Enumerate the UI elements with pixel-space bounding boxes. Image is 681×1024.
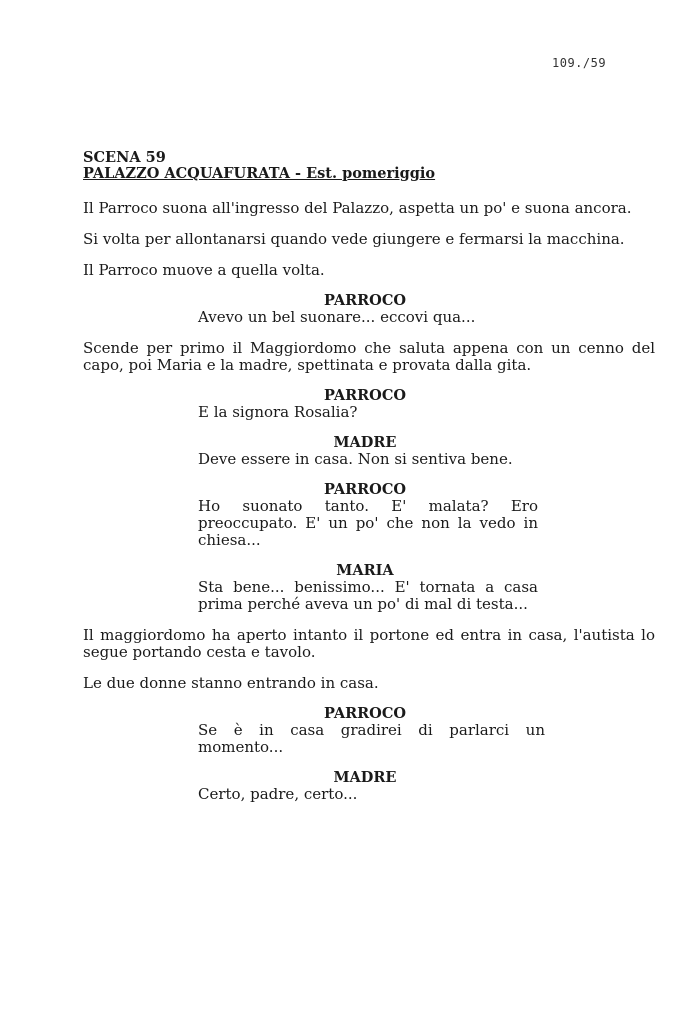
action-line: Il Parroco suona all'ingresso del Palazzo, aspetta un po' e suona ancora.	[83, 199, 632, 217]
dialogue: Deve essere in casa. Non si sentiva bene.	[198, 450, 513, 468]
character-name: MADRE	[333, 769, 397, 786]
action-line: Le due donne stanno entrando in casa.	[83, 674, 379, 692]
character-name: PARROCO	[323, 387, 406, 404]
scene-number: SCENA 59	[83, 149, 166, 166]
action-line: Il Parroco muove a quella volta.	[83, 261, 325, 279]
character-name: PARROCO	[323, 705, 406, 722]
dialogue: E la signora Rosalia?	[198, 403, 358, 421]
scene-heading	[83, 150, 655, 182]
script-page	[83, 150, 655, 803]
scene-location: PALAZZO ACQUAFURATA - Est. pomeriggio	[83, 165, 436, 182]
action-line: Scende per primo il Maggiordomo che saluta appena con un cenno del capo, poi Maria e la madre, spettinata e provata dalla gita.	[83, 339, 655, 374]
character-name: MADRE	[333, 434, 397, 451]
character-name: PARROCO	[323, 292, 406, 309]
dialogue: Certo, padre, certo...	[198, 785, 358, 803]
dialogue: Avevo un bel suonare... eccovi qua...	[198, 308, 476, 326]
character-name: PARROCO	[323, 481, 406, 498]
dialogue: Se è in casa gradirei di parlarci un momento...	[198, 721, 545, 756]
action-line: Si volta per allontanarsi quando vede giungere e fermarsi la macchina.	[83, 230, 625, 248]
dialogue: Sta bene... benissimo... E' tornata a casa prima perché aveva un po' di mal di testa...	[198, 578, 538, 613]
action-line: Il maggiordomo ha aperto intanto il portone ed entra in casa, l'autista lo segue portando cesta e tavolo.	[83, 626, 655, 661]
character-name: MARIA	[336, 562, 394, 579]
dialogue: Ho suonato tanto. E' malata? Ero preoccupato. E' un po' che non la vedo in chiesa...	[198, 497, 538, 549]
page-number: 109./59	[552, 56, 607, 70]
